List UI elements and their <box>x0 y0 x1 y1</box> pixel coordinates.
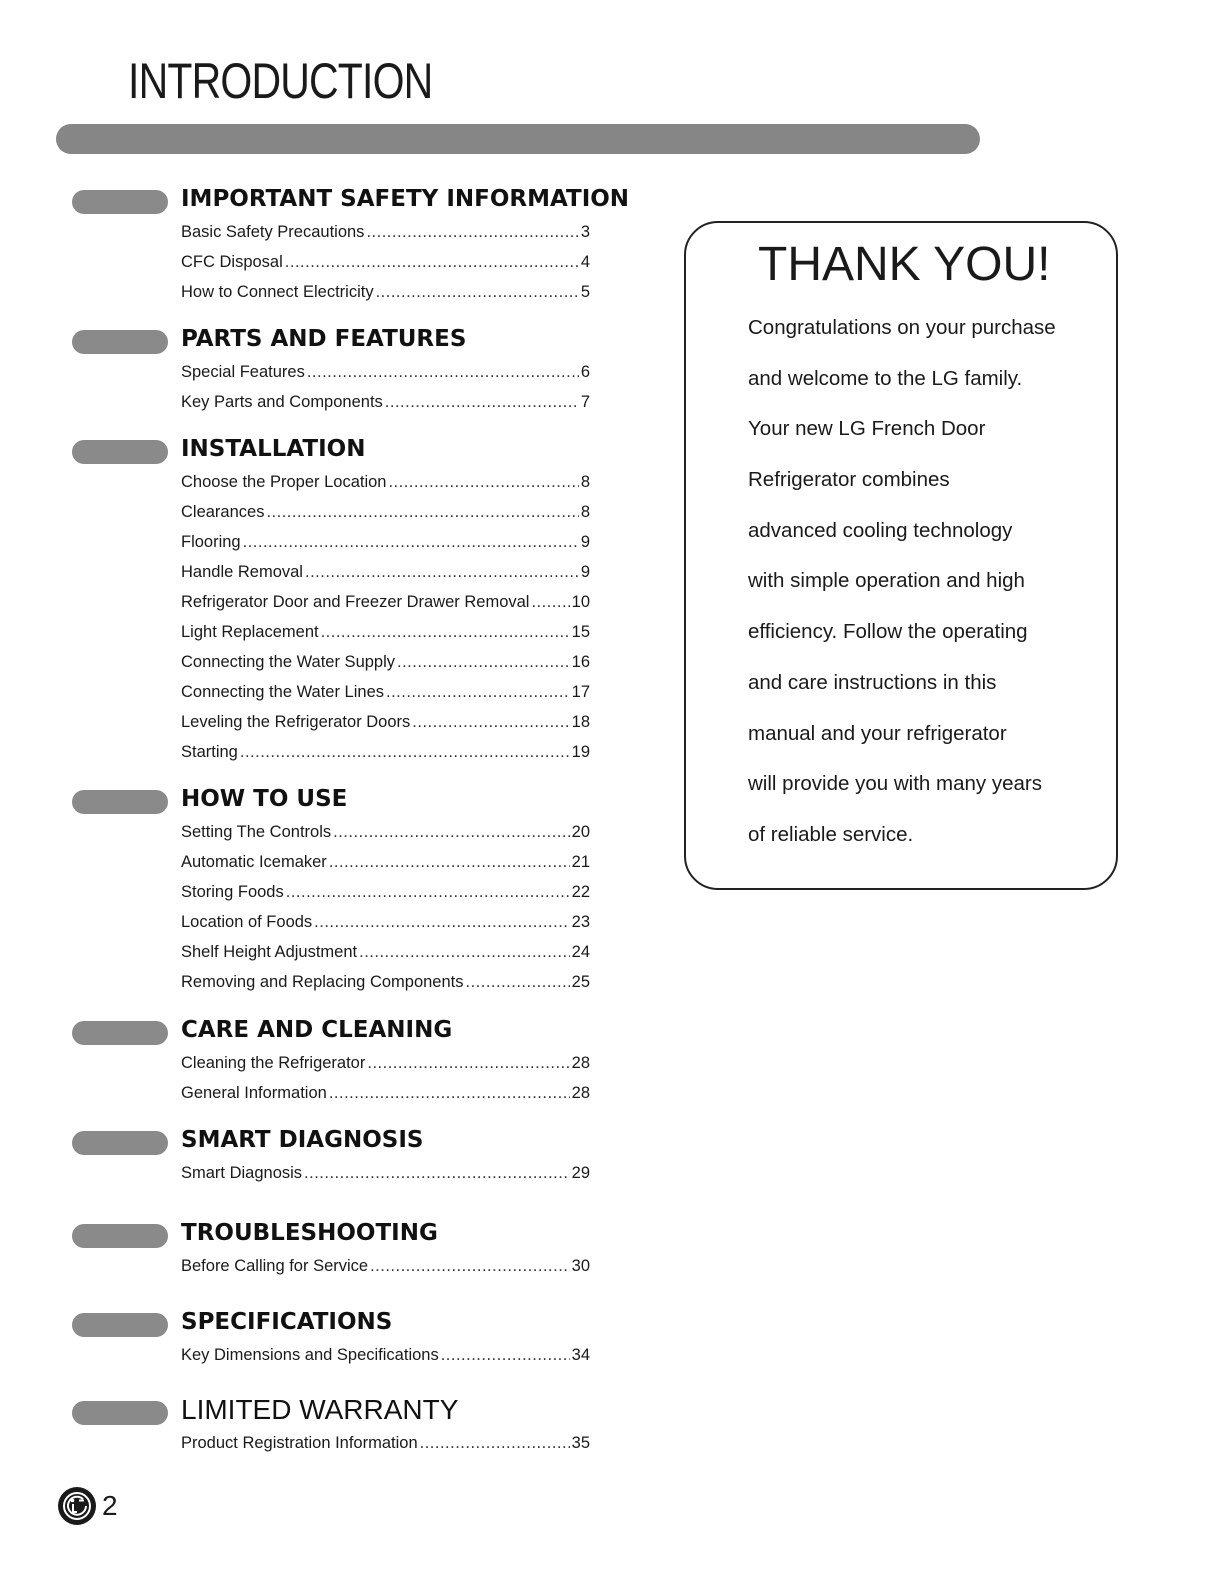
toc-entry <box>181 390 590 420</box>
toc-entry-label: Smart Diagnosis <box>181 1164 303 1182</box>
toc-entry-page: 21 <box>571 853 590 871</box>
toc-entry <box>181 820 590 850</box>
page-number: 2 <box>102 1490 118 1521</box>
toc-entry-page: 24 <box>571 943 590 961</box>
toc-entry <box>181 220 590 250</box>
section-pill-marker <box>72 440 168 464</box>
dot-leader <box>385 390 579 414</box>
toc-entry <box>181 970 590 1000</box>
toc-entry-label: Cleaning the Refrigerator <box>181 1054 366 1072</box>
toc-entry-label: Refrigerator Door and Freezer Drawer Removal <box>181 593 530 611</box>
toc-entry-page: 35 <box>571 1434 590 1452</box>
toc-entry-page: 3 <box>580 223 590 241</box>
section-entries <box>181 1431 590 1461</box>
dot-leader <box>243 530 579 554</box>
toc-entry-label: Removing and Replacing Components <box>181 973 464 991</box>
dot-leader <box>370 1254 570 1278</box>
toc-entry-page: 6 <box>580 363 590 381</box>
toc-entry <box>181 710 590 740</box>
dot-leader <box>329 1081 570 1105</box>
section-pill-marker <box>72 1021 168 1045</box>
toc-entry-label: Starting <box>181 743 238 761</box>
toc-entry-page: 19 <box>571 743 590 761</box>
section-title: PARTS AND FEATURES <box>181 326 467 352</box>
toc-entry-label: Special Features <box>181 363 305 381</box>
toc-entry <box>181 1343 590 1373</box>
section-entries <box>181 1051 590 1111</box>
dot-leader <box>367 1051 569 1075</box>
section-title: INSTALLATION <box>181 436 366 462</box>
section-entries <box>181 1343 590 1373</box>
dot-leader <box>304 1161 570 1185</box>
toc-entry-label: Light Replacement <box>181 623 319 641</box>
toc-entry-page: 4 <box>580 253 590 271</box>
toc-entry-page: 18 <box>571 713 590 731</box>
section-title: SMART DIAGNOSIS <box>181 1127 424 1153</box>
dot-leader <box>441 1343 570 1367</box>
section-title: IMPORTANT SAFETY INFORMATION <box>181 186 630 212</box>
thank-you-line: efficiency. Follow the operating <box>748 620 1028 644</box>
thank-you-message <box>748 313 1114 871</box>
toc-entry <box>181 910 590 940</box>
dot-leader <box>286 880 570 904</box>
section-title: TROUBLESHOOTING <box>181 1220 438 1246</box>
toc-entry-label: Leveling the Refrigerator Doors <box>181 713 411 731</box>
toc-entry-label: Choose the Proper Location <box>181 473 387 491</box>
dot-leader <box>412 710 569 734</box>
toc-entry-label: Handle Removal <box>181 563 303 581</box>
dot-leader <box>240 740 570 764</box>
dot-leader <box>333 820 570 844</box>
toc-entry <box>181 360 590 390</box>
thank-you-line: Congratulations on your purchase <box>748 316 1056 339</box>
section-title: HOW TO USE <box>181 786 348 812</box>
dot-leader <box>321 620 570 644</box>
toc-entry <box>181 1051 590 1081</box>
toc-entry <box>181 650 590 680</box>
thank-you-line: will provide you with many years <box>748 772 1042 796</box>
toc-entry-page: 20 <box>571 823 590 841</box>
toc-entry-label: Shelf Height Adjustment <box>181 943 358 961</box>
section-pill-marker <box>72 1131 168 1155</box>
toc-entry-label: Clearances <box>181 503 265 521</box>
toc-entry-page: 5 <box>580 283 590 301</box>
toc-entry-label: Storing Foods <box>181 883 284 901</box>
section-entries <box>181 470 590 770</box>
toc-entry-page: 29 <box>571 1164 590 1182</box>
dot-leader <box>329 850 570 874</box>
dot-leader <box>266 500 578 524</box>
thank-you-line: with simple operation and high <box>748 569 1025 593</box>
toc-entry-label: Automatic Icemaker <box>181 853 327 871</box>
toc-entry <box>181 940 590 970</box>
section-entries <box>181 360 590 420</box>
lg-logo-icon <box>58 1487 96 1525</box>
toc-entry-page: 28 <box>571 1084 590 1102</box>
thank-you-box <box>684 221 1118 890</box>
toc-entry <box>181 620 590 650</box>
toc-entry-label: Connecting the Water Lines <box>181 683 385 701</box>
dot-leader <box>388 470 578 494</box>
toc-entry <box>181 740 590 770</box>
thank-you-line: and care instructions in this <box>748 670 997 694</box>
toc-entry-label: CFC Disposal <box>181 253 283 271</box>
section-entries <box>181 820 590 1000</box>
toc-entry-page: 9 <box>580 533 590 551</box>
section-entries <box>181 1254 590 1284</box>
toc-entry-page: 34 <box>571 1346 590 1364</box>
dot-leader <box>307 360 579 384</box>
dot-leader <box>359 940 570 964</box>
dot-leader <box>366 220 578 244</box>
section-pill-marker <box>72 1313 168 1337</box>
section-pill-marker <box>72 1224 168 1248</box>
section-title: SPECIFICATIONS <box>181 1309 393 1335</box>
toc-entry-label: Connecting the Water Supply <box>181 653 396 671</box>
toc-entry-label: Key Parts and Components <box>181 393 383 411</box>
dot-leader <box>305 560 579 584</box>
thank-you-line: manual and your refrigerator <box>748 721 1007 745</box>
dot-leader <box>314 910 569 934</box>
section-entries <box>181 220 590 310</box>
page-footer <box>58 1486 118 1526</box>
toc-entry-label: Location of Foods <box>181 913 313 931</box>
section-title: CARE AND CLEANING <box>181 1017 453 1043</box>
section-pill-marker <box>72 790 168 814</box>
toc-entry-label: Product Registration Information <box>181 1434 418 1452</box>
thank-you-line: and welcome to the LG family. <box>748 366 1023 390</box>
thank-you-line: Refrigerator combines <box>748 468 950 492</box>
toc-entry <box>181 1081 590 1111</box>
toc-entry-label: General Information <box>181 1084 327 1102</box>
toc-entry <box>181 680 590 710</box>
dot-leader <box>420 1431 570 1455</box>
section-entries <box>181 1161 590 1191</box>
toc-entry <box>181 530 590 560</box>
toc-entry-page: 22 <box>571 883 590 901</box>
toc-entry <box>181 1431 590 1461</box>
toc-entry-label: How to Connect Electricity <box>181 283 374 301</box>
toc-entry-label: Before Calling for Service <box>181 1257 369 1275</box>
dot-leader <box>466 970 570 994</box>
toc-entry-page: 9 <box>580 563 590 581</box>
toc-entry <box>181 500 590 530</box>
toc-entry-label: Flooring <box>181 533 241 551</box>
toc-entry-page: 25 <box>571 973 590 991</box>
toc-entry <box>181 280 590 310</box>
dot-leader <box>285 250 579 274</box>
toc-entry-page: 16 <box>571 653 590 671</box>
dot-leader <box>397 650 570 674</box>
toc-entry <box>181 250 590 280</box>
thank-you-line: of reliable service. <box>748 822 914 846</box>
toc-entry <box>181 590 590 620</box>
toc-entry-label: Key Dimensions and Specifications <box>181 1346 439 1364</box>
toc-entry-page: 30 <box>571 1257 590 1275</box>
toc-entry-page: 23 <box>571 913 590 931</box>
toc-entry <box>181 470 590 500</box>
toc-entry-page: 7 <box>580 393 590 411</box>
toc-entry-label: Setting The Controls <box>181 823 332 841</box>
toc-entry-page: 28 <box>571 1054 590 1072</box>
dot-leader <box>531 590 569 614</box>
section-title: LIMITED WARRANTY <box>181 1394 459 1425</box>
toc-entry-page: 15 <box>571 623 590 641</box>
toc-entry-page: 10 <box>571 593 590 611</box>
toc-entry <box>181 1161 590 1191</box>
section-pill-marker <box>72 330 168 354</box>
toc-entry-page: 8 <box>580 473 590 491</box>
section-pill-marker <box>72 1401 168 1425</box>
thank-you-line: advanced cooling technology <box>748 518 1013 542</box>
toc-entry-label: Basic Safety Precautions <box>181 223 365 241</box>
thank-you-line: Your new LG French Door <box>748 417 986 441</box>
dot-leader <box>376 280 579 304</box>
section-pill-marker <box>72 190 168 214</box>
dot-leader <box>386 680 570 704</box>
toc-entry-page: 8 <box>580 503 590 521</box>
toc-entry <box>181 560 590 590</box>
toc-entry-page: 17 <box>571 683 590 701</box>
toc-entry <box>181 850 590 880</box>
thank-you-title: THANK YOU! <box>758 238 1051 291</box>
toc-entry <box>181 1254 590 1284</box>
page-title: INTRODUCTION <box>128 53 433 109</box>
toc-entry <box>181 880 590 910</box>
